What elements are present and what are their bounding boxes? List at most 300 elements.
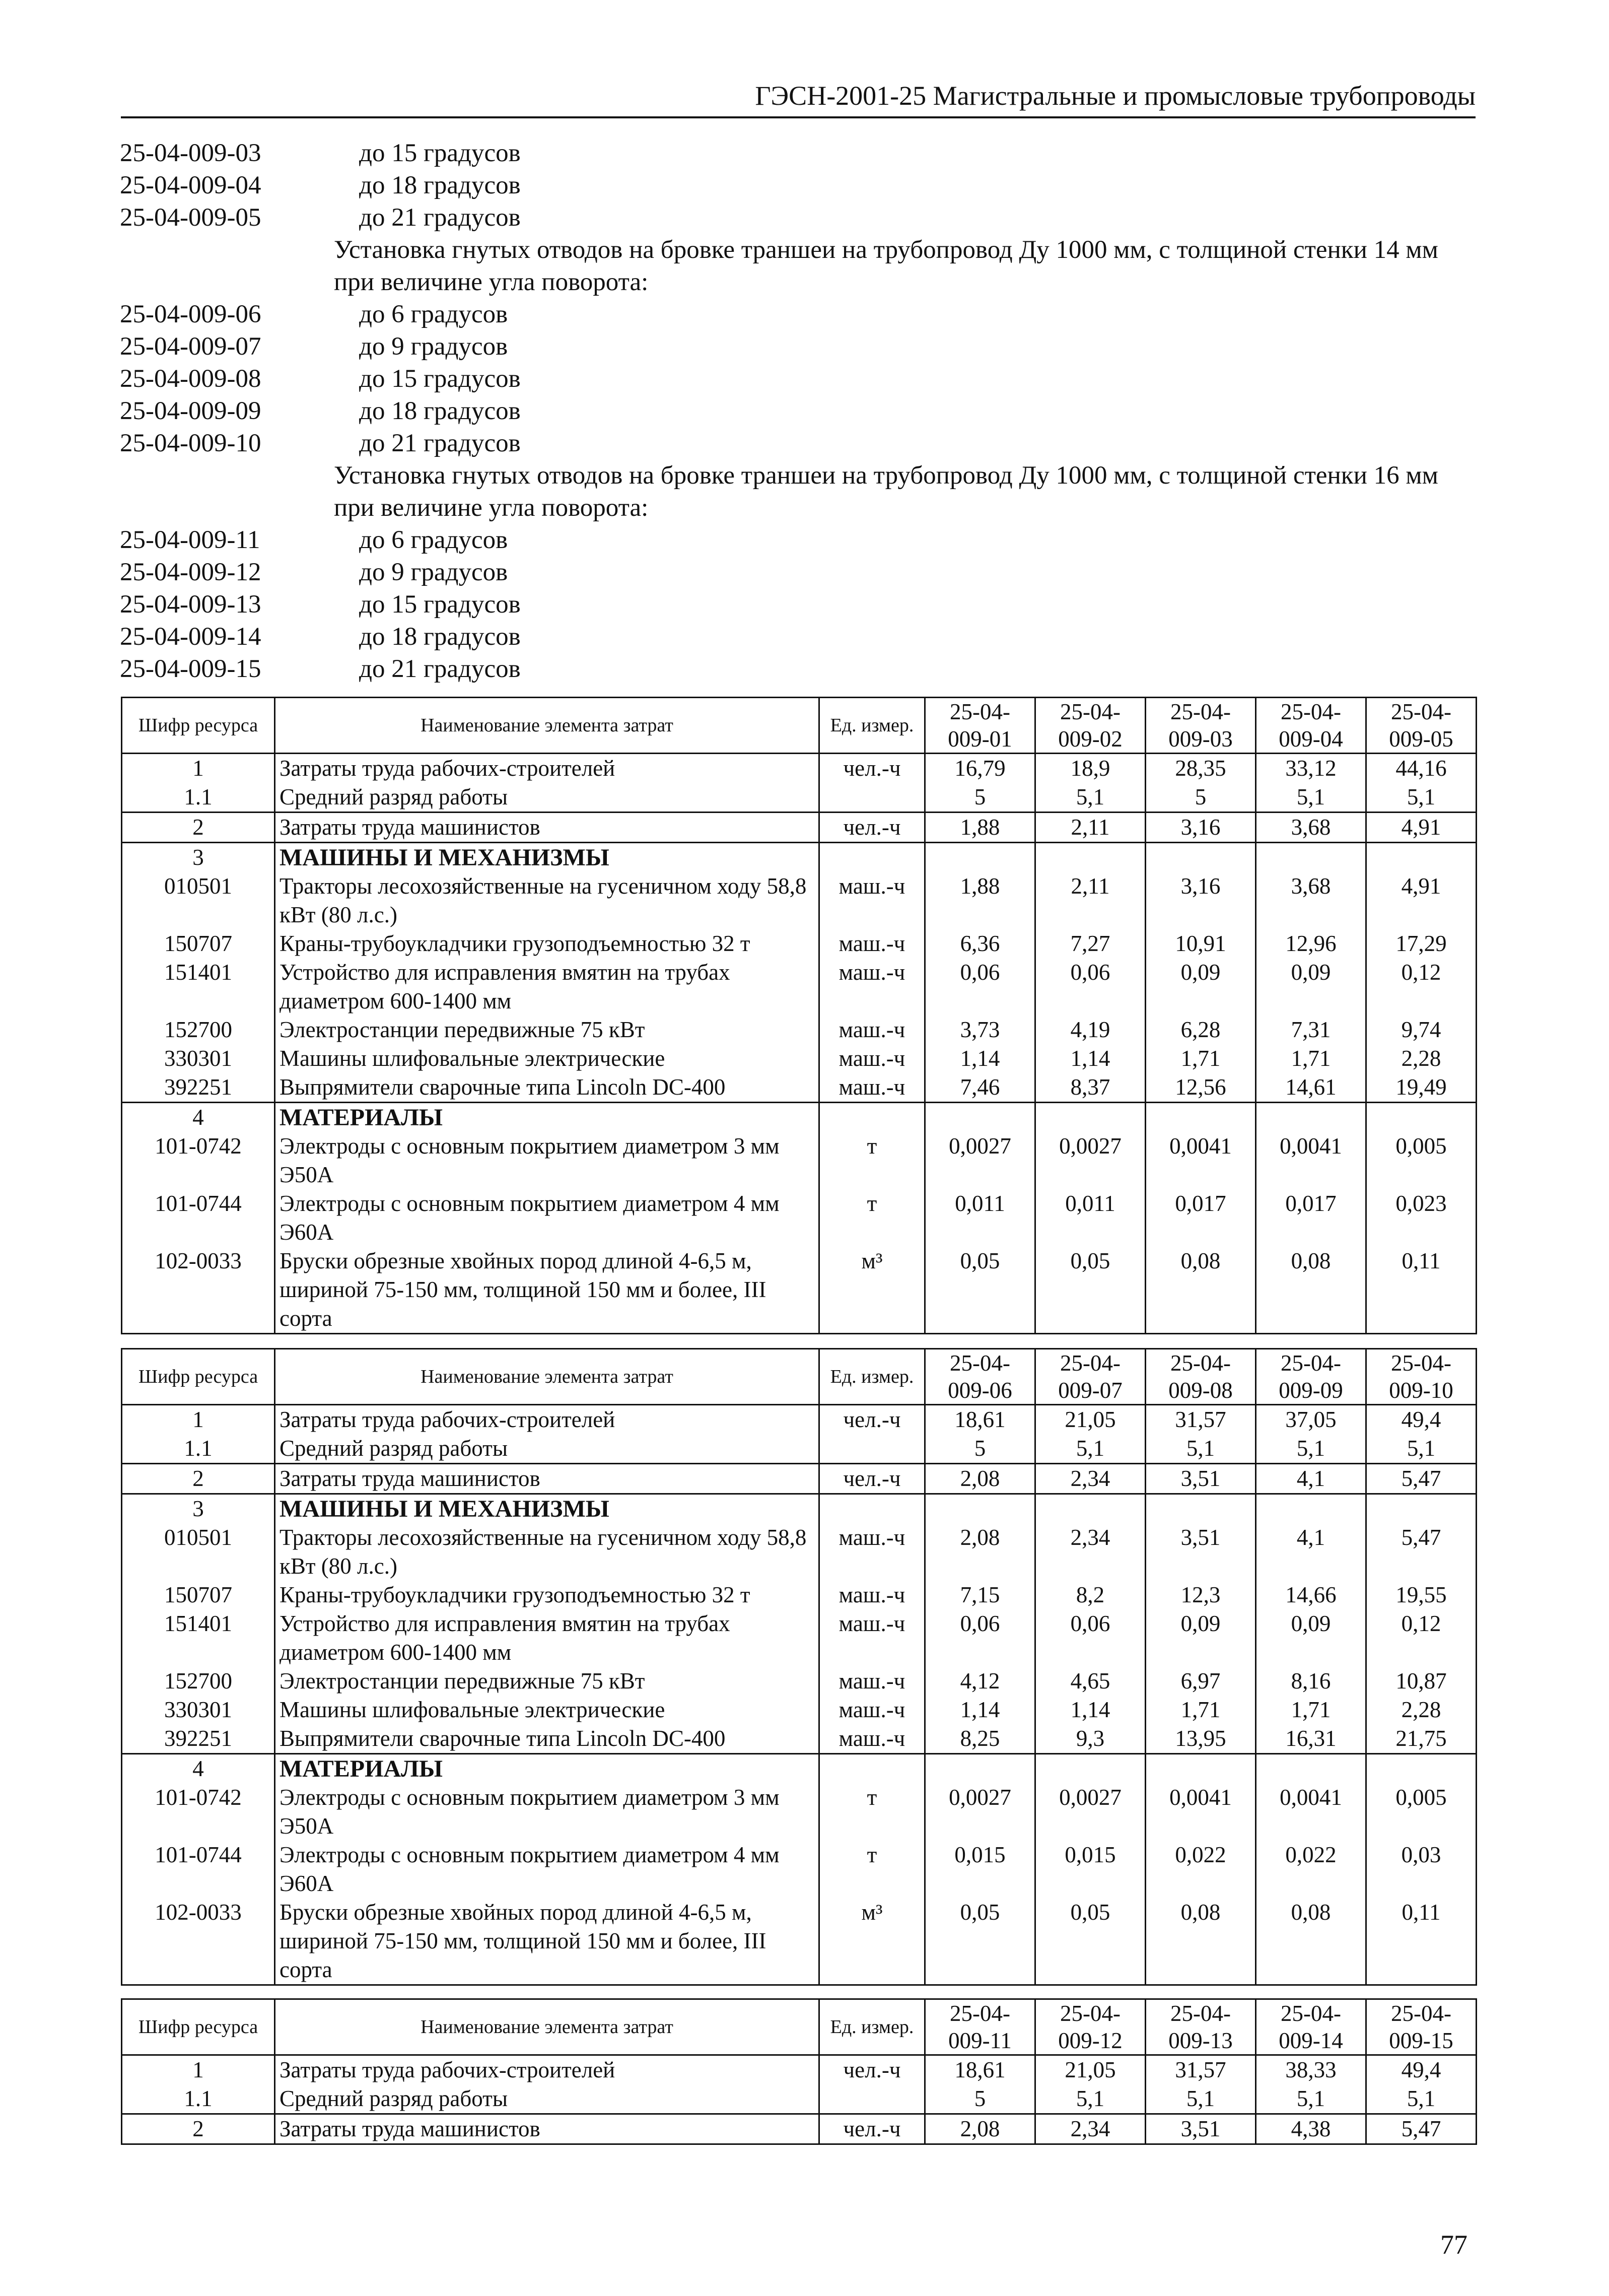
norm-value: 0,09 [1146,958,1256,1016]
header-norm-code: 25-04- 009-09 [1256,1349,1366,1405]
resource-code: 2 [122,813,275,843]
norm-value: 38,33 [1256,2055,1366,2085]
norm-value [1366,1494,1477,1524]
norm-value: 6,36 [925,929,1035,958]
unit: маш.-ч [819,1581,925,1609]
unit: маш.-ч [819,1724,925,1754]
header-resource-code: Шифр ресурса [122,1349,275,1405]
norm-code [120,234,334,298]
table-row [122,1609,1477,1667]
norm-value: 0,12 [1366,1609,1477,1667]
norm-value: 0,005 [1366,1132,1477,1189]
norm-value: 31,57 [1146,2055,1256,2085]
norm-value: 5,1 [1146,2084,1256,2114]
code-list-item [120,330,1480,363]
norm-code: 25-04-009-05 [120,204,261,232]
table-row [122,1523,1477,1581]
table-row [122,1434,1477,1464]
header-norm-code: 25-04- 009-08 [1146,1349,1256,1405]
norm-value: 33,12 [1256,754,1366,783]
norm-description: до 18 градусов [359,397,521,425]
norm-value: 19,55 [1366,1581,1477,1609]
table-row [122,1841,1477,1898]
table-row [122,1405,1477,1435]
norm-value: 0,017 [1256,1189,1366,1247]
cost-element-name: Электроды с основным покрытием диаметром 3 мм Э50А [275,1783,819,1841]
unit: маш.-ч [819,1667,925,1696]
norm-value: 0,08 [1256,1247,1366,1334]
resource-code: 2 [122,2114,275,2144]
unit: м³ [819,1247,925,1334]
norm-description: до 9 градусов [359,332,508,361]
cost-element-name: Затраты труда рабочих-строителей [275,1405,819,1435]
norm-value [1256,1754,1366,1784]
unit [819,843,925,872]
unit: м³ [819,1898,925,1985]
header-norm-code: 25-04- 009-03 [1146,698,1256,754]
code-list-item [120,395,1480,427]
norm-value: 0,0027 [1035,1783,1146,1841]
norm-value: 16,31 [1256,1724,1366,1754]
norm-code: 25-04-009-12 [120,558,261,586]
cost-element-name: Затраты труда рабочих-строителей [275,754,819,783]
norm-value: 7,31 [1256,1016,1366,1044]
norm-code: 25-04-009-15 [120,655,261,683]
resource-code: 1.1 [122,783,275,813]
norm-value: 7,27 [1035,929,1146,958]
norm-value: 49,4 [1366,2055,1477,2085]
norm-value: 8,2 [1035,1581,1146,1609]
resource-code: 151401 [122,958,275,1016]
norm-value: 0,06 [925,958,1035,1016]
norm-value: 21,75 [1366,1724,1477,1754]
norm-value: 5,1 [1035,2084,1146,2114]
norm-value [1035,1494,1146,1524]
norm-value [1146,843,1256,872]
norm-value: 9,74 [1366,1016,1477,1044]
header-unit: Ед. измер. [819,1349,925,1405]
norm-value [1256,1103,1366,1132]
norm-value [1366,1754,1477,1784]
unit: чел.-ч [819,2114,925,2144]
norm-value: 2,11 [1035,872,1146,929]
norm-value: 2,34 [1035,1464,1146,1494]
norm-description: до 18 градусов [359,623,521,651]
norm-value: 0,022 [1256,1841,1366,1898]
norm-value: 13,95 [1146,1724,1256,1754]
section-row [122,1103,1477,1132]
table-row [122,754,1477,783]
header-norm-code: 25-04- 009-13 [1146,1999,1256,2055]
norm-value: 0,0041 [1256,1783,1366,1841]
table-row [122,1464,1477,1494]
cost-element-name: Краны-трубоукладчики грузоподъемностью 32 т [275,929,819,958]
cost-element-name: Затраты труда машинистов [275,2114,819,2144]
norm-value: 0,022 [1146,1841,1256,1898]
norm-value: 1,71 [1146,1696,1256,1724]
norm-value: 2,34 [1035,1523,1146,1581]
norm-value: 1,14 [925,1044,1035,1073]
header-norm-code: 25-04- 009-07 [1035,1349,1146,1405]
cost-element-name: Краны-трубоукладчики грузоподъемностью 32 т [275,1581,819,1609]
resource-code: 1.1 [122,1434,275,1464]
norm-value: 8,16 [1256,1667,1366,1696]
norm-value: 1,14 [1035,1044,1146,1073]
norm-value: 4,38 [1256,2114,1366,2144]
norm-value: 6,97 [1146,1667,1256,1696]
norm-value: 14,61 [1256,1073,1366,1103]
table-row [122,1783,1477,1841]
unit: чел.-ч [819,754,925,783]
norm-value: 21,05 [1035,2055,1146,2085]
code-list-item [120,653,1480,685]
norm-value: 5,1 [1366,783,1477,813]
cost-element-name: Затраты труда рабочих-строителей [275,2055,819,2085]
norm-value: 5 [925,2084,1035,2114]
unit: т [819,1132,925,1189]
norm-value: 2,28 [1366,1044,1477,1073]
unit: чел.-ч [819,1405,925,1435]
norm-value: 5,1 [1256,2084,1366,2114]
norm-value: 5,47 [1366,1464,1477,1494]
section-title: МАТЕРИАЛЫ [275,1754,819,1784]
code-list-item [120,621,1480,653]
cost-element-name: Устройство для исправления вмятин на трубах диаметром 600-1400 мм [275,958,819,1016]
cost-element-name: Средний разряд работы [275,1434,819,1464]
header-norm-code: 25-04- 009-05 [1366,698,1477,754]
header-resource-code: Шифр ресурса [122,698,275,754]
norm-value: 3,16 [1146,813,1256,843]
norm-value: 18,61 [925,2055,1035,2085]
cost-element-name: Бруски обрезные хвойных пород длиной 4-6,5 м, шириной 75-150 мм, толщиной 150 мм и более, III сорта [275,1898,819,1985]
norm-description: до 18 градусов [359,171,521,199]
unit: чел.-ч [819,2055,925,2085]
cost-element-name: Затраты труда машинистов [275,813,819,843]
table-row [122,1132,1477,1189]
code-list-item [120,169,1480,201]
norm-value: 0,08 [1146,1247,1256,1334]
table-row [122,1016,1477,1044]
norm-value: 3,51 [1146,1523,1256,1581]
norm-code-list [120,137,1480,685]
header-norm-code: 25-04- 009-06 [925,1349,1035,1405]
norm-value: 0,05 [1035,1247,1146,1334]
unit: маш.-ч [819,872,925,929]
norm-value: 17,29 [1366,929,1477,958]
norm-value: 2,08 [925,1523,1035,1581]
cost-element-name: Средний разряд работы [275,783,819,813]
table-row [122,1581,1477,1609]
norm-value: 0,11 [1366,1898,1477,1985]
header-norm-code: 25-04- 009-14 [1256,1999,1366,2055]
norm-value: 4,19 [1035,1016,1146,1044]
norm-value: 1,14 [1035,1696,1146,1724]
norm-value: 44,16 [1366,754,1477,783]
norm-value: 0,06 [1035,958,1146,1016]
norm-value: 1,71 [1146,1044,1256,1073]
table-header-row [122,698,1477,754]
cost-table [121,1348,1477,1986]
norm-value [925,1103,1035,1132]
table-row [122,813,1477,843]
norm-value: 0,12 [1366,958,1477,1016]
norm-code: 25-04-009-08 [120,365,261,393]
page-number: 77 [1440,2230,1467,2260]
norm-value: 5,1 [1366,2084,1477,2114]
table-row [122,1073,1477,1103]
norm-description: до 6 градусов [359,526,508,554]
norm-value: 1,71 [1256,1696,1366,1724]
norm-code: 25-04-009-03 [120,139,261,167]
unit: маш.-ч [819,1609,925,1667]
cost-element-name: Средний разряд работы [275,2084,819,2114]
norm-description: до 21 градусов [359,655,521,683]
unit: т [819,1841,925,1898]
code-list-item [120,298,1480,330]
norm-value [1035,843,1146,872]
norm-value: 6,28 [1146,1016,1256,1044]
norm-value: 4,12 [925,1667,1035,1696]
norm-value: 0,05 [925,1247,1035,1334]
code-list-item [120,363,1480,395]
norm-value: 2,11 [1035,813,1146,843]
norm-value: 19,49 [1366,1073,1477,1103]
resource-code: 010501 [122,1523,275,1581]
table-row [122,958,1477,1016]
norm-code: 25-04-009-14 [120,623,261,651]
norm-value: 10,87 [1366,1667,1477,1696]
table-row [122,1247,1477,1334]
resource-code: 1 [122,1405,275,1435]
norm-value: 12,96 [1256,929,1366,958]
norm-value: 31,57 [1146,1405,1256,1435]
cost-element-name: Электроды с основным покрытием диаметром 3 мм Э50А [275,1132,819,1189]
norm-value: 1,71 [1256,1044,1366,1073]
header-cost-element: Наименование элемента затрат [275,1349,819,1405]
norm-value: 8,25 [925,1724,1035,1754]
header-norm-code: 25-04- 009-11 [925,1999,1035,2055]
table-row [122,2084,1477,2114]
code-list-item [120,137,1480,169]
norm-value: 0,0027 [925,1783,1035,1841]
norm-value: 5 [1146,783,1256,813]
norm-value: 0,015 [1035,1841,1146,1898]
unit [819,1434,925,1464]
norm-value: 12,3 [1146,1581,1256,1609]
norm-value: 7,15 [925,1581,1035,1609]
norm-value: 2,08 [925,1464,1035,1494]
norm-value: 0,11 [1366,1247,1477,1334]
norm-description: до 15 градусов [359,139,521,167]
norm-value: 4,91 [1366,813,1477,843]
resource-code: 392251 [122,1073,275,1103]
unit: маш.-ч [819,1044,925,1073]
unit: маш.-ч [819,1523,925,1581]
norm-value: 0,017 [1146,1189,1256,1247]
norm-code: 25-04-009-04 [120,171,261,199]
norm-description: до 21 градусов [359,429,521,457]
norm-value [1256,1494,1366,1524]
norm-description: до 9 градусов [359,558,508,586]
norm-code: 25-04-009-11 [120,526,260,554]
norm-value: 0,0027 [1035,1132,1146,1189]
norm-value: 0,08 [1146,1898,1256,1985]
header-unit: Ед. измер. [819,698,925,754]
norm-description: Установка гнутых отводов на бровке траншеи на трубопровод Ду 1000 мм, с толщиной стенки 16 мм при величине угла поворота: [334,461,1438,522]
section-heading-row [120,234,1480,298]
cost-element-name: Тракторы лесохозяйственные на гусеничном ходу 58,8 кВт (80 л.с.) [275,872,819,929]
resource-code: 330301 [122,1696,275,1724]
norm-description: Установка гнутых отводов на бровке траншеи на трубопровод Ду 1000 мм, с толщиной стенки 14 мм при величине угла поворота: [334,236,1438,296]
resource-code: 102-0033 [122,1247,275,1334]
resource-code: 152700 [122,1016,275,1044]
norm-value: 3,51 [1146,1464,1256,1494]
norm-value [925,843,1035,872]
norm-value: 9,3 [1035,1724,1146,1754]
norm-value: 3,68 [1256,872,1366,929]
norm-value [1146,1103,1256,1132]
norm-value: 37,05 [1256,1405,1366,1435]
cost-element-name: Электроды с основным покрытием диаметром 4 мм Э60А [275,1841,819,1898]
norm-value: 0,0041 [1256,1132,1366,1189]
table-row [122,1724,1477,1754]
table-row [122,929,1477,958]
norm-value: 7,46 [925,1073,1035,1103]
resource-code: 010501 [122,872,275,929]
norm-value: 0,015 [925,1841,1035,1898]
table-row [122,1044,1477,1073]
section-title: МАШИНЫ И МЕХАНИЗМЫ [275,843,819,872]
header-unit: Ед. измер. [819,1999,925,2055]
norm-description: до 6 градусов [359,300,508,328]
unit: т [819,1783,925,1841]
table-row [122,2055,1477,2085]
norm-value: 5 [925,1434,1035,1464]
header-cost-element: Наименование элемента затрат [275,1999,819,2055]
unit: чел.-ч [819,1464,925,1494]
norm-value: 0,005 [1366,1783,1477,1841]
header-resource-code: Шифр ресурса [122,1999,275,2055]
norm-value: 3,68 [1256,813,1366,843]
norm-value: 10,91 [1146,929,1256,958]
norm-value: 0,0041 [1146,1132,1256,1189]
section-row [122,1494,1477,1524]
norm-value: 5,47 [1366,1523,1477,1581]
unit: маш.-ч [819,929,925,958]
cost-table [121,697,1477,1334]
norm-value: 2,34 [1035,2114,1146,2144]
cost-element-name: Тракторы лесохозяйственные на гусеничном ходу 58,8 кВт (80 л.с.) [275,1523,819,1581]
code-list-item [120,201,1480,234]
code-list-item [120,556,1480,588]
norm-value [1035,1103,1146,1132]
resource-code: 150707 [122,929,275,958]
code-list-item [120,524,1480,556]
header-norm-code: 25-04- 009-01 [925,698,1035,754]
cost-table [121,1998,1477,2145]
norm-value: 4,1 [1256,1523,1366,1581]
norm-value: 1,88 [925,872,1035,929]
norm-value [1035,1754,1146,1784]
norm-code: 25-04-009-10 [120,429,261,457]
norm-code [120,459,334,524]
norm-value: 5,1 [1256,1434,1366,1464]
norm-value: 0,06 [1035,1609,1146,1667]
norm-code: 25-04-009-09 [120,397,261,425]
resource-code: 330301 [122,1044,275,1073]
norm-value: 8,37 [1035,1073,1146,1103]
unit [819,1754,925,1784]
unit [819,1494,925,1524]
norm-value: 49,4 [1366,1405,1477,1435]
resource-code: 151401 [122,1609,275,1667]
norm-value: 1,14 [925,1696,1035,1724]
resource-code: 1 [122,754,275,783]
norm-value: 3,73 [925,1016,1035,1044]
header-norm-code: 25-04- 009-10 [1366,1349,1477,1405]
unit: маш.-ч [819,958,925,1016]
norm-value: 18,61 [925,1405,1035,1435]
table-row [122,1898,1477,1985]
norm-value: 18,9 [1035,754,1146,783]
norm-code: 25-04-009-06 [120,300,261,328]
norm-value: 2,08 [925,2114,1035,2144]
section-title: МАШИНЫ И МЕХАНИЗМЫ [275,1494,819,1524]
cost-element-name: Электростанции передвижные 75 кВт [275,1016,819,1044]
norm-code: 25-04-009-13 [120,590,261,619]
norm-value: 0,05 [925,1898,1035,1985]
cost-element-name: Выпрямители сварочные типа Lincoln DC-400 [275,1724,819,1754]
norm-value [925,1494,1035,1524]
section-row [122,1754,1477,1784]
norm-value: 4,91 [1366,872,1477,929]
norm-value: 0,09 [1256,1609,1366,1667]
norm-value [1146,1494,1256,1524]
table-row [122,2114,1477,2144]
norm-description: до 15 градусов [359,365,521,393]
norm-value: 3,16 [1146,872,1256,929]
table-row [122,1189,1477,1247]
norm-value: 0,05 [1035,1898,1146,1985]
resource-code: 392251 [122,1724,275,1754]
resource-code: 152700 [122,1667,275,1696]
unit: т [819,1189,925,1247]
norm-value [1366,843,1477,872]
section-row [122,843,1477,872]
code-list-item [120,427,1480,459]
resource-code: 101-0742 [122,1783,275,1841]
norm-description: до 21 градусов [359,204,521,232]
cost-element-name: Электроды с основным покрытием диаметром 4 мм Э60А [275,1189,819,1247]
cost-element-name: Бруски обрезные хвойных пород длиной 4-6,5 м, шириной 75-150 мм, толщиной 150 мм и более, III сорта [275,1247,819,1334]
norm-value: 0,09 [1146,1609,1256,1667]
resource-code: 3 [122,843,275,872]
norm-value: 5,1 [1256,783,1366,813]
norm-value: 0,06 [925,1609,1035,1667]
resource-code: 2 [122,1464,275,1494]
unit [819,1103,925,1132]
cost-element-name: Выпрямители сварочные типа Lincoln DC-400 [275,1073,819,1103]
norm-value: 0,0041 [1146,1783,1256,1841]
table-row [122,1667,1477,1696]
header-norm-code: 25-04- 009-02 [1035,698,1146,754]
norm-value: 3,51 [1146,2114,1256,2144]
norm-value: 28,35 [1146,754,1256,783]
norm-value: 0,011 [1035,1189,1146,1247]
unit: маш.-ч [819,1016,925,1044]
resource-code: 3 [122,1494,275,1524]
cost-element-name: Устройство для исправления вмятин на трубах диаметром 600-1400 мм [275,1609,819,1667]
